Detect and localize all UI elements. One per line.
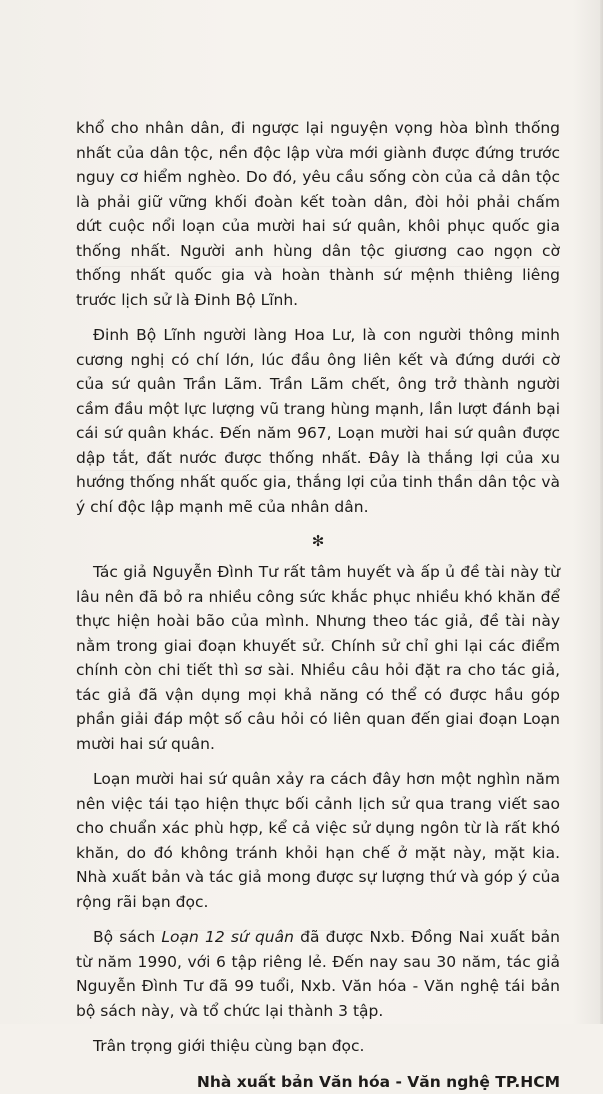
paragraph-5-start: Bộ sách	[93, 928, 161, 946]
closing-line: Trân trọng giới thiệu cùng bạn đọc.	[76, 1034, 560, 1059]
paragraph-5	[76, 925, 560, 1023]
publisher-signature: Nhà xuất bản Văn hóa - Văn nghệ TP.HCM	[76, 1070, 560, 1094]
paragraph-3: Tác giả Nguyễn Đình Tư rất tâm huyết và ấp ủ đề tài này từ lâu nên đã bỏ ra nhiều công sức khắc phục nhiều khó khăn để thực hiện hoài bão của mình. Nhưng theo tác giả, đề tài này nằm trong giai đoạn khuyết sử. Chính sử chỉ ghi lại các điểm chính còn chi tiết thì sơ sài. Nhiều câu hỏi đặt ra cho tác giả, tác giả đã vận dụng mọi khả năng có thể có được hầu góp phần giải đáp một số câu hỏi có liên quan đến giai đoạn Loạn mười hai sứ quân.	[76, 560, 560, 756]
paragraph-2: Đinh Bộ Lĩnh người làng Hoa Lư, là con người thông minh cương nghị có chí lớn, lúc đầu ông liên kết và đứng dưới cờ của sứ quân Trần Lãm. Trần Lãm chết, ông trở thành người cầm đầu một lực lượng vũ trang hùng mạnh, lần lượt đánh bại cái sứ quân khác. Đến năm 967, Loạn mười hai sứ quân được dập tắt, đất nước được thống nhất. Đây là thắng lợi của xu hướng thống nhất quốc gia, thắng lợi của tinh thần dân tộc và ý chí độc lập mạnh mẽ của nhân dân.	[76, 323, 560, 519]
section-separator-asterisk: ✻	[76, 530, 560, 552]
paragraph-5-rest: đã được Nxb. Đồng Nai xuất bản từ năm 1990, với 6 tập riêng lẻ. Đến nay sau 30 năm, tác giả Nguyễn Đình Tư đã 99 tuổi, Nxb. Văn hóa - Văn nghệ tái bản bộ sách này, và tổ chức lại thành 3 tập.	[76, 928, 560, 1020]
paragraph-1: khổ cho nhân dân, đi ngược lại nguyện vọng hòa bình thống nhất của dân tộc, nền độc lập vừa mới giành được đứng trước nguy cơ hiểm nghèo. Do đó, yêu cầu sống còn của cả dân tộc là phải giữ vững khối đoàn kết toàn dân, đòi hỏi phải chấm dứt cuộc nổi loạn của mười hai sứ quân, khôi phục quốc gia thống nhất. Người anh hùng dân tộc giương cao ngọn cờ thống nhất quốc gia và hoàn thành sứ mệnh thiêng liêng trước lịch sử là Đinh Bộ Lĩnh.	[76, 116, 560, 312]
paragraph-4: Loạn mười hai sứ quân xảy ra cách đây hơn một nghìn năm nên việc tái tạo hiện thực bối cảnh lịch sử qua trang viết sao cho chuẩn xác phù hợp, kể cả việc sử dụng ngôn từ là rất khó khăn, do đó không tránh khỏi hạn chế ở mặt này, mặt kia. Nhà xuất bản và tác giả mong được sự lượng thứ và góp ý của rộng rãi bạn đọc.	[76, 767, 560, 914]
body-text	[76, 116, 560, 1094]
book-title: Loạn 12 sứ quân	[161, 928, 294, 946]
